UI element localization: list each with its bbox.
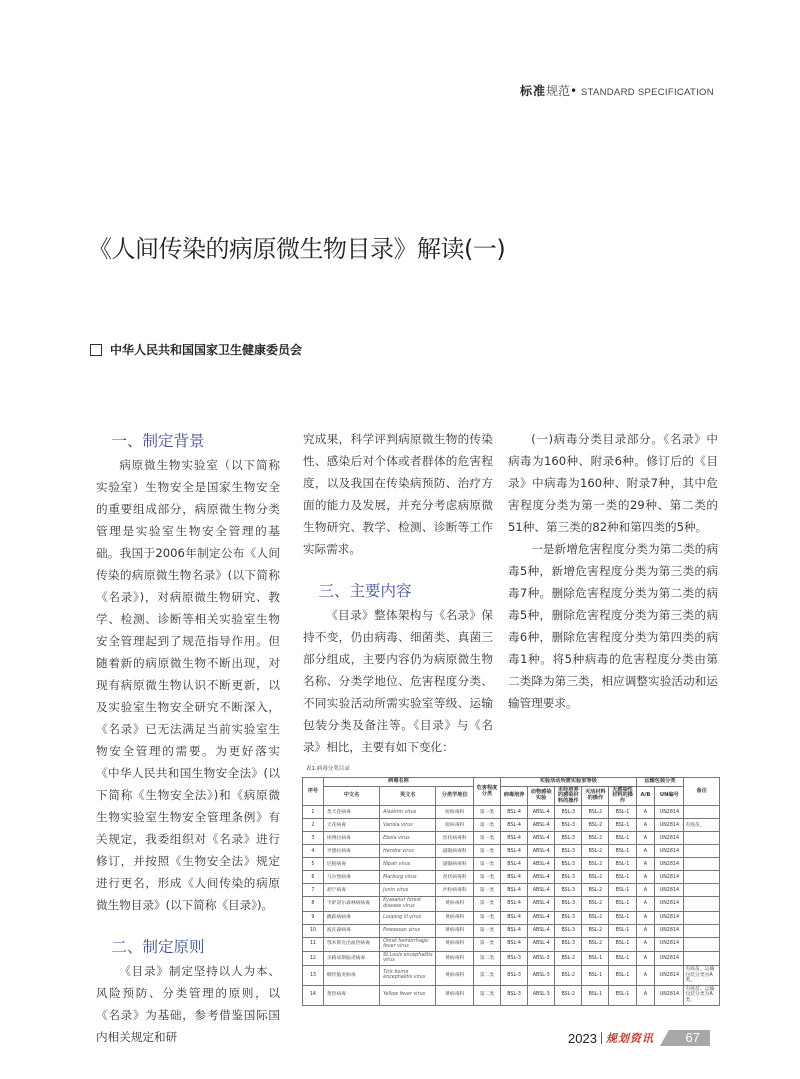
cell-taxonomy: 黄病毒科 — [436, 951, 474, 965]
section-paragraph-virus-changes: 一是新增危害程度分类为第二类的病毒5种，新增危害程度分类为第三类的病毒7种。删除危害程度分类为第二类的病毒5种，删除危害程度分类为第三类的病毒6种，删除危害程度分类为第四类的病毒1种。将5种病毒的危害程度分类由第二类降为第三类，相应调整实验活动和运输管理要求。 — [508, 542, 718, 710]
cell-inactivated: BSL-2 — [582, 806, 609, 819]
cell-hazard: 第一类 — [473, 911, 500, 924]
cell-uncultured: BSL-3 — [555, 832, 582, 845]
cell-un: UN2814 — [655, 951, 684, 965]
cell-uncultured: BSL-3 — [555, 937, 582, 951]
cell-noninfectious: BSL-1 — [609, 819, 636, 832]
cell-note — [684, 806, 720, 819]
cell-taxonomy: 黄病毒科 — [436, 965, 474, 985]
th-taxonomy: 分类学地位 — [436, 786, 474, 806]
cell-cn-name: 胡宁病毒 — [323, 884, 379, 897]
cell-animal: ABSL-4 — [528, 897, 555, 911]
cell-cn-name: 蜱传脑炎病毒 — [323, 965, 379, 985]
cell-index: 10 — [303, 924, 324, 937]
cell-note — [684, 924, 720, 937]
cell-animal: ABSL-3 — [528, 965, 555, 985]
table-row — [303, 845, 720, 858]
cell-inactivated: BSL-1 — [582, 985, 609, 1005]
section-tag-cn-bold: 标准 — [520, 84, 547, 98]
table-row — [303, 911, 720, 924]
footer-magazine-name: 规划资讯 — [605, 1032, 654, 1045]
cell-inactivated: BSL-1 — [582, 951, 609, 965]
table-row — [303, 806, 720, 819]
cell-inactivated: BSL-2 — [582, 858, 609, 871]
cell-note — [684, 951, 720, 965]
cell-inactivated: BSL-2 — [582, 897, 609, 911]
table-body — [303, 806, 720, 1005]
page-footer — [568, 1030, 710, 1046]
cell-en-name: Variola virus — [380, 819, 436, 832]
cell-animal: ABSL-4 — [528, 871, 555, 884]
th-virus-name-group: 病毒名称 — [323, 778, 473, 787]
footer-separator — [601, 1032, 602, 1044]
cell-ab: A — [636, 871, 655, 884]
cell-uncultured: BSL-3 — [555, 819, 582, 832]
cell-inactivated: BSL-2 — [582, 884, 609, 897]
section-paragraph-principles-part1: 《目录》制定坚持以人为本、风险预防、分类管理的原则，以《名录》为基础，参考借鉴国际国内相关规定和研 — [96, 964, 280, 1044]
cell-animal: ABSL-4 — [528, 819, 555, 832]
cell-en-name: Hendra virus — [380, 845, 436, 858]
cell-cn-name: 尼帕病毒 — [323, 858, 379, 871]
cell-noninfectious: BSL-1 — [609, 871, 636, 884]
cell-taxonomy: 痘病毒科 — [436, 806, 474, 819]
cell-culture: BSL-4 — [501, 845, 528, 858]
cell-culture: BSL-4 — [501, 858, 528, 871]
cell-en-name: Yellow fever virus — [380, 985, 436, 1005]
cell-un: UN2814 — [655, 884, 684, 897]
table-row — [303, 897, 720, 911]
section-tag-cn-light: 规范 — [546, 84, 571, 98]
table-row — [303, 858, 720, 871]
cell-index: 8 — [303, 897, 324, 911]
cell-animal: ABSL-4 — [528, 937, 555, 951]
th-cn-name: 中文名 — [323, 786, 379, 806]
cell-culture: BSL-4 — [501, 832, 528, 845]
table-row — [303, 985, 720, 1005]
cell-uncultured: BSL-2 — [555, 951, 582, 965]
cell-ab: A — [636, 884, 655, 897]
cell-ab: A — [636, 897, 655, 911]
th-index: 序号 — [303, 778, 324, 806]
th-hazard-class: 危害程度分类 — [473, 778, 500, 806]
cell-index: 12 — [303, 951, 324, 965]
cell-taxonomy: 副黏病毒科 — [436, 858, 474, 871]
cell-ab: A — [636, 845, 655, 858]
cell-animal: ABSL-4 — [528, 806, 555, 819]
cell-en-name: Alastrim virus — [380, 806, 436, 819]
section-heading-main-content: 三、主要内容 — [318, 582, 412, 600]
cell-cn-name: 鄂木斯克出血热病毒 — [323, 937, 379, 951]
cell-index: 14 — [303, 985, 324, 1005]
th-lab-group: 实验活动所需实验室等级 — [501, 778, 636, 787]
cell-hazard: 第一类 — [473, 806, 500, 819]
column-2 — [303, 428, 493, 758]
cell-ab: A — [636, 832, 655, 845]
cell-ab: A — [636, 985, 655, 1005]
table-row — [303, 937, 720, 951]
cell-note — [684, 884, 720, 897]
cell-hazard: 第一类 — [473, 871, 500, 884]
article-author — [90, 341, 302, 358]
cell-inactivated: BSL-2 — [582, 819, 609, 832]
cell-index: 4 — [303, 845, 324, 858]
cell-noninfectious: BSL-1 — [609, 937, 636, 951]
cell-culture: BSL-4 — [501, 819, 528, 832]
cell-un: UN2814 — [655, 924, 684, 937]
cell-culture: BSL-4 — [501, 884, 528, 897]
cell-noninfectious: BSL-1 — [609, 897, 636, 911]
cell-taxonomy: 黄病毒科 — [436, 924, 474, 937]
cell-ab: A — [636, 924, 655, 937]
cell-en-name: Junin virus — [380, 884, 436, 897]
section-heading-background: 一、制定背景 — [111, 432, 205, 450]
cell-un: UN2814 — [655, 937, 684, 951]
th-un: UN编号 — [655, 786, 684, 806]
cell-index: 13 — [303, 965, 324, 985]
cell-animal: ABSL-3 — [528, 985, 555, 1005]
cell-cn-name: 马尔堡病毒 — [323, 871, 379, 884]
cell-ab: A — [636, 937, 655, 951]
checkbox-square-icon — [90, 344, 102, 356]
cell-noninfectious: BSL-1 — [609, 845, 636, 858]
cell-en-name: Nipah virus — [380, 858, 436, 871]
cell-hazard: 第一类 — [473, 819, 500, 832]
cell-noninfectious: BSL-1 — [609, 806, 636, 819]
cell-ab: A — [636, 806, 655, 819]
cell-cn-name: 类天花病毒 — [323, 806, 379, 819]
cell-culture: BSL-3 — [501, 965, 528, 985]
cell-index: 3 — [303, 832, 324, 845]
section-tag — [520, 82, 714, 99]
cell-hazard: 第一类 — [473, 884, 500, 897]
cell-hazard: 第一类 — [473, 858, 500, 871]
cell-culture: BSL-4 — [501, 937, 528, 951]
cell-taxonomy: 痘病毒科 — [436, 819, 474, 832]
cell-un: UN2814 — [655, 871, 684, 884]
page-number: 67 — [685, 1030, 700, 1045]
cell-index: 9 — [303, 911, 324, 924]
cell-note — [684, 911, 720, 924]
table-row — [303, 819, 720, 832]
cell-hazard: 第二类 — [473, 951, 500, 965]
cell-inactivated: BSL-2 — [582, 832, 609, 845]
cell-ab: A — [636, 951, 655, 965]
th-transport-group: 运输包装分类 — [636, 778, 684, 787]
cell-inactivated: BSL-2 — [582, 924, 609, 937]
cell-un: UN2814 — [655, 845, 684, 858]
cell-culture: BSL-3 — [501, 985, 528, 1005]
section-paragraph-main-content: 《目录》整体架构与《名录》保持不变，仍由病毒、细菌类、真菌三部分组成，主要内容仍为病原微生物名称、分类学地位、危害程度分类、不同实验活动所需实验室等级、运输包装分类及备注等。《目录》与《名录》相比，主要有如下变化： — [303, 608, 493, 754]
cell-en-name: Tick borne encephalitis virus — [380, 965, 436, 985]
cell-en-name: Ebola virus — [380, 832, 436, 845]
virus-classification-table — [302, 766, 720, 1006]
cell-un: UN2814 — [655, 897, 684, 911]
th-inactivated: 灭活材料的操作 — [582, 786, 609, 806]
table-row — [303, 924, 720, 937]
cell-note: 有疫苗。 — [684, 819, 720, 832]
page-number-tab — [660, 1030, 710, 1046]
table-row — [303, 871, 720, 884]
cell-uncultured: BSL-2 — [555, 965, 582, 985]
th-en-name: 英文名 — [380, 786, 436, 806]
section-heading-principles: 二、制定原则 — [111, 938, 205, 956]
cell-uncultured: BSL-3 — [555, 924, 582, 937]
table-caption: 表1.病毒分类目录 — [306, 766, 350, 772]
cell-uncultured: BSL-3 — [555, 806, 582, 819]
cell-taxonomy: 黄病毒科 — [436, 937, 474, 951]
cell-cn-name: 黄热病毒 — [323, 985, 379, 1005]
cell-note — [684, 871, 720, 884]
cell-culture: BSL-4 — [501, 911, 528, 924]
cell-un: UN2814 — [655, 911, 684, 924]
cell-hazard: 第一类 — [473, 897, 500, 911]
cell-un: UN2814 — [655, 858, 684, 871]
column-1 — [96, 428, 280, 1048]
cell-note — [684, 845, 720, 858]
cell-cn-name: 跳跃病病毒 — [323, 911, 379, 924]
cell-inactivated: BSL-2 — [582, 911, 609, 924]
cell-ab: A — [636, 911, 655, 924]
cell-en-name: Omsk hemorrhagic fever virus — [380, 937, 436, 951]
th-note: 备注 — [684, 778, 720, 806]
cell-taxonomy: 副黏病毒科 — [436, 845, 474, 858]
th-ab: A/B — [636, 786, 655, 806]
cell-ab: A — [636, 858, 655, 871]
section-paragraph-background: 病原微生物实验室（以下简称实验室）生物安全是国家生物安全的重要组成部分，病原微生物分类管理是实验室生物安全管理的基础。我国于2006年制定公布《人间传染的病原微生物名录》(以下简称《名录》)，对病原微生物研究、教学、检测、诊断等相关实验室生物安全管理起到了规范指导作用。但随着新的病原微生物不断出现，对现有病原微生物认识不断更新，以及实验室生物安全研究不断深入，《名录》已无法满足当前实验室生物安全管理的需要。为更好落实《中华人民共和国生物安全法》(以下简称《生物安全法》)和《病原微生物实验室生物安全管理条例》有关规定，我委组织对《名录》进行修订，并按照《生物安全法》规定进行更名，形成《人间传染的病原微生物目录》(以下简称《目录》)。 — [96, 458, 280, 912]
cell-noninfectious: BSL-1 — [609, 858, 636, 871]
cell-ab: A — [636, 965, 655, 985]
cell-note — [684, 897, 720, 911]
footer-year: 2023 — [568, 1030, 597, 1046]
th-noninfectious: 无感染性材料的操作 — [609, 786, 636, 806]
cell-cn-name: 埃博拉病毒 — [323, 832, 379, 845]
cell-hazard: 第一类 — [473, 845, 500, 858]
cell-index: 1 — [303, 806, 324, 819]
cell-noninfectious: BSL-1 — [609, 951, 636, 965]
article-title: 《人间传染的病原微生物目录》解读(一) — [88, 235, 506, 263]
cell-inactivated: BSL-2 — [582, 937, 609, 951]
cell-culture: BSL-4 — [501, 924, 528, 937]
cell-noninfectious: BSL-1 — [609, 965, 636, 985]
th-uncultured: 未经培养的感染材料的操作 — [555, 786, 582, 806]
cell-noninfectious: BSL-1 — [609, 884, 636, 897]
cell-cn-name: 亨德拉病毒 — [323, 845, 379, 858]
cell-note — [684, 832, 720, 845]
cell-uncultured: BSL-3 — [555, 871, 582, 884]
cell-animal: ABSL-4 — [528, 845, 555, 858]
cell-noninfectious: BSL-1 — [609, 985, 636, 1005]
cell-uncultured: BSL-3 — [555, 845, 582, 858]
cell-inactivated: BSL-1 — [582, 965, 609, 985]
cell-un: UN2814 — [655, 819, 684, 832]
section-tag-en: STANDARD SPECIFICATION — [580, 87, 714, 98]
table-row — [303, 965, 720, 985]
cell-ab: A — [636, 819, 655, 832]
cell-index: 11 — [303, 937, 324, 951]
cell-taxonomy: 黄病毒科 — [436, 897, 474, 911]
section-tag-bullet: • — [570, 84, 578, 98]
cell-index: 2 — [303, 819, 324, 832]
cell-taxonomy: 沙粒病毒科 — [436, 884, 474, 897]
column-3 — [508, 428, 718, 714]
cell-un: UN2814 — [655, 806, 684, 819]
table-row — [303, 832, 720, 845]
author-name: 中华人民共和国国家卫生健康委员会 — [110, 343, 303, 357]
cell-taxonomy: 黄病毒科 — [436, 911, 474, 924]
cell-noninfectious: BSL-1 — [609, 911, 636, 924]
cell-animal: ABSL-3 — [528, 951, 555, 965]
cell-uncultured: BSL-3 — [555, 884, 582, 897]
cell-culture: BSL-3 — [501, 951, 528, 965]
cell-inactivated: BSL-2 — [582, 845, 609, 858]
th-animal: 动物感染实验 — [528, 786, 555, 806]
cell-cn-name: 圣路易斯脑炎病毒 — [323, 951, 379, 965]
cell-note: 有疫苗。运输包装分类为A类。 — [684, 965, 720, 985]
cell-en-name: Marburg virus — [380, 871, 436, 884]
cell-note — [684, 858, 720, 871]
cell-un: UN2814 — [655, 832, 684, 845]
cell-index: 5 — [303, 858, 324, 871]
cell-hazard: 第一类 — [473, 937, 500, 951]
cell-uncultured: BSL-3 — [555, 911, 582, 924]
cell-cn-name: 卡萨诺尔森林病病毒 — [323, 897, 379, 911]
cell-taxonomy: 丝状病毒科 — [436, 832, 474, 845]
cell-animal: ABSL-4 — [528, 884, 555, 897]
th-culture: 病毒培养 — [501, 786, 528, 806]
cell-en-name: Kyasanur forest disease virus — [380, 897, 436, 911]
cell-uncultured: BSL-3 — [555, 858, 582, 871]
cell-uncultured: BSL-2 — [555, 985, 582, 1005]
cell-en-name: St.Louis encephalitis virus — [380, 951, 436, 965]
cell-hazard: 第二类 — [473, 985, 500, 1005]
cell-hazard: 第一类 — [473, 924, 500, 937]
table-row — [303, 884, 720, 897]
cell-taxonomy: 丝状病毒科 — [436, 871, 474, 884]
cell-noninfectious: BSL-1 — [609, 832, 636, 845]
cell-inactivated: BSL-2 — [582, 871, 609, 884]
cell-cn-name: 波瓦森病毒 — [323, 924, 379, 937]
cell-en-name: Powassan virus — [380, 924, 436, 937]
virus-table — [302, 777, 720, 1006]
cell-uncultured: BSL-3 — [555, 897, 582, 911]
cell-culture: BSL-4 — [501, 806, 528, 819]
cell-index: 7 — [303, 884, 324, 897]
cell-animal: ABSL-4 — [528, 911, 555, 924]
cell-culture: BSL-4 — [501, 871, 528, 884]
cell-animal: ABSL-4 — [528, 924, 555, 937]
cell-taxonomy: 黄病毒科 — [436, 985, 474, 1005]
cell-hazard: 第一类 — [473, 832, 500, 845]
cell-note — [684, 937, 720, 951]
cell-en-name: Louping ill virus — [380, 911, 436, 924]
cell-noninfectious: BSL-1 — [609, 924, 636, 937]
cell-animal: ABSL-4 — [528, 832, 555, 845]
section-paragraph-virus-catalog: (一)病毒分类目录部分。《名录》中病毒为160种、附录6种。修订后的《目录》中病毒为160种、附录7种，其中危害程度分类为第一类的29种、第二类的51种、第三类的82种和第四类的5种。 — [508, 432, 718, 534]
cell-culture: BSL-4 — [501, 897, 528, 911]
cell-un: UN2814 — [655, 965, 684, 985]
cell-note: 有疫苗。运输包装分类为A类。 — [684, 985, 720, 1005]
section-paragraph-principles-part2: 究成果，科学评判病原微生物的传染性、感染后对个体或者群体的危害程度，以及我国在传染病预防、治疗方面的能力及发展，并充分考虑病原微生物研究、教学、检测、诊断等工作实际需求。 — [303, 432, 493, 556]
cell-index: 6 — [303, 871, 324, 884]
table-row — [303, 951, 720, 965]
cell-animal: ABSL-4 — [528, 858, 555, 871]
cell-hazard: 第二类 — [473, 965, 500, 985]
cell-un: UN2814 — [655, 985, 684, 1005]
cell-cn-name: 天花病毒 — [323, 819, 379, 832]
